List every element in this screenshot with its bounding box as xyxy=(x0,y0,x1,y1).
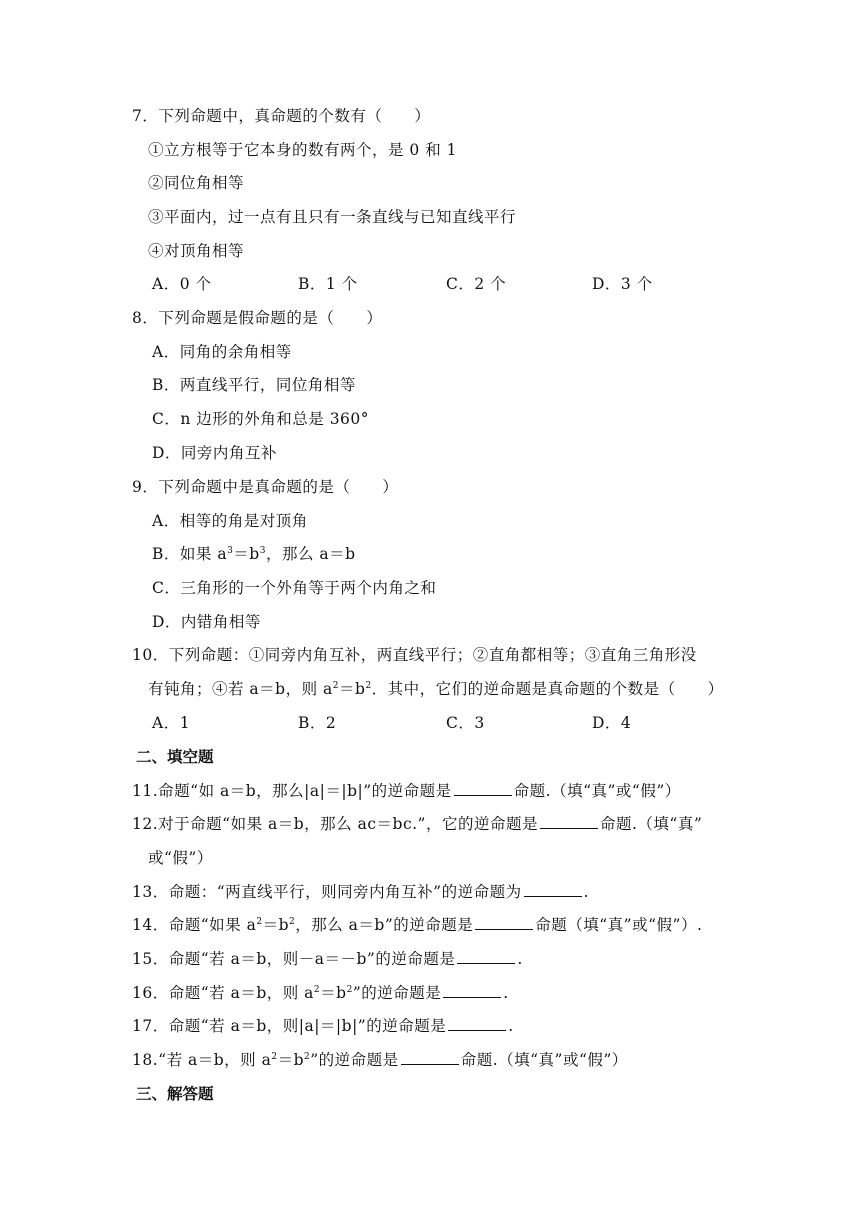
question-16: 16．命题“若 a＝b，则 $a^2=b^2$”的逆命题是 . xyxy=(132,984,509,1002)
option-d: D．同旁内角互补 xyxy=(152,444,277,462)
question-9-stem xyxy=(132,476,398,498)
question-number: 9． xyxy=(132,478,159,496)
statement-2: ②同位角相等 xyxy=(148,174,245,192)
question-10-stem xyxy=(132,644,697,666)
option-b: B．如果 $a^3=b^3$，那么 a＝b xyxy=(152,545,356,563)
option-d: D．内错角相等 xyxy=(152,613,261,631)
option-a: A．1 xyxy=(152,714,191,732)
question-11: 11.命题“如 a＝b，那么|a|＝|b|”的逆命题是 命题.（填“真”或“假”） xyxy=(132,782,681,800)
question-text: 下列命题中，真命题的个数有（ ） xyxy=(158,107,431,125)
question-number: 7． xyxy=(132,107,159,125)
question-12: 12.对于命题“如果 a＝b，那么 ac＝bc.”，它的逆命题是 命题.（填“真” xyxy=(132,815,703,833)
answer-blank xyxy=(443,983,501,998)
question-text: 下列命题中是真命题的是（ ） xyxy=(158,478,399,496)
answer-blank xyxy=(540,814,598,829)
answer-blank xyxy=(457,949,515,964)
question-10-stem-line2: 有钝角；④若 a＝b，则 $a^2=b^2$．其中，它们的逆命题是真命题的个数是（ ） xyxy=(148,680,724,698)
answer-blank xyxy=(454,781,512,796)
statement-1: ①立方根等于它本身的数有两个，是 0 和 1 xyxy=(148,141,458,159)
option-d: D．3 个 xyxy=(592,275,653,293)
question-7-stem xyxy=(132,105,430,127)
option-a: A．同角的余角相等 xyxy=(152,343,292,361)
question-17: 17．命题“若 a＝b，则|a|＝|b|”的逆命题是 . xyxy=(132,1017,514,1035)
option-b: B．2 xyxy=(298,714,337,732)
question-14: 14．命题“如果 $a^2=b^2$，那么 a＝b”的逆命题是 命题（填“真”或“假”）. xyxy=(132,916,703,934)
question-text: 下列命题：①同旁内角互补，两直线平行；②直角都相等；③直角三角形没 xyxy=(168,646,697,664)
question-number: 10． xyxy=(132,646,169,664)
option-b: B．1 个 xyxy=(298,275,358,293)
option-c: C．3 xyxy=(446,714,485,732)
question-18: 18.“若 a＝b，则 $a^2=b^2$”的逆命题是 命题.（填“真”或“假”） xyxy=(132,1051,628,1069)
question-13: 13．命题：“两直线平行，则同旁内角互补”的逆命题为 . xyxy=(132,883,590,901)
section-heading-fill-in: 二、填空题 xyxy=(136,748,214,766)
statement-4: ④对顶角相等 xyxy=(148,242,245,260)
question-8-stem xyxy=(132,307,382,329)
question-15: 15．命题“若 a＝b，则－a＝－b”的逆命题是 . xyxy=(132,950,523,968)
answer-blank xyxy=(524,882,582,897)
answer-blank xyxy=(475,915,533,930)
option-a: A．0 个 xyxy=(152,275,212,293)
question-text: 下列命题是假命题的是（ ） xyxy=(158,309,383,327)
question-number: 8． xyxy=(132,309,159,327)
statement-3: ③平面内，过一点有且只有一条直线与已知直线平行 xyxy=(148,208,517,226)
option-b: B．两直线平行，同位角相等 xyxy=(152,376,356,394)
option-c: C．n 边形的外角和总是 360° xyxy=(152,410,370,428)
answer-blank xyxy=(401,1050,459,1065)
option-c: C．2 个 xyxy=(446,275,507,293)
option-c: C．三角形的一个外角等于两个内角之和 xyxy=(152,579,437,597)
option-d: D．4 xyxy=(592,714,632,732)
question-12-line2: 或“假”） xyxy=(148,849,213,867)
answer-blank xyxy=(448,1016,506,1031)
option-a: A．相等的角是对顶角 xyxy=(152,512,308,530)
section-heading-solutions: 三、解答题 xyxy=(136,1085,214,1103)
